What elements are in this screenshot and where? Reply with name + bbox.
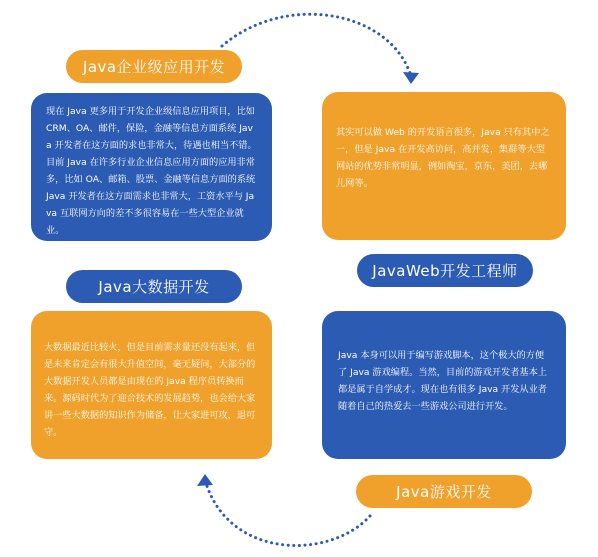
game-title-pill: [356, 475, 532, 508]
web-title-pill: [357, 254, 533, 287]
game-text: Java 本身可以用于编写游戏脚本，这个极大的方便了 Java 游戏编程。当然，目前的游戏开发者基本上都是属于自学成才。现在也有很多 Java 开发从业者随着自己的热爱去一些游戏公司进行开发。: [338, 350, 547, 412]
enterprise-card: [31, 93, 272, 241]
bigdata-card: [31, 311, 272, 459]
bigdata-text: 大数据最近比较火，但是目前需求量还没有起来，但是未来肯定会有很大升值空间，毫无疑问，大部分的大数据开发人员都是由现在的 Java 程序员转换而来。源码时代为了迎合技术的发展趋势，也会给大家讲一些大数据的知识作为储备，让大家进可攻，退可守。: [44, 342, 256, 438]
bottom-dotted-arrow: [205, 480, 370, 545]
web-card: [322, 92, 566, 240]
game-card: [322, 311, 566, 459]
bottom-arrowhead-icon: [197, 474, 213, 486]
web-title: JavaWeb开发工程师: [372, 262, 518, 280]
enterprise-text: 现在 Java 更多用于开发企业级信息应用项目，比如 CRM、OA、邮件，保险，金融等信息方面系统 Java 开发者在这方面的求也非常大，待遇也相当不错。目前 Java 在许多行业企业信息应用方面的应用非常多，比如 OA、邮箱、股票、金融等信息方面的系统 Java 开发者在这方面需求也非常大，工资水平与 Java 互联网方向的差不多很容易在一些大型企业就业。: [46, 106, 257, 236]
enterprise-title: Java企业级应用开发: [82, 58, 226, 76]
bigdata-title-pill: [66, 270, 242, 303]
game-title: Java游戏开发: [396, 483, 492, 501]
bigdata-title: Java大数据开发: [98, 278, 210, 296]
top-dotted-arrow: [222, 14, 411, 76]
enterprise-title-pill: [66, 50, 242, 83]
web-text: 其实可以做 Web 的开发语言很多，Java 只有其中之一，但是 Java 在开发高访问，高并发，集群等大型网站的优势非常明显，例如淘宝，京东，美团，去哪儿网等。: [336, 127, 550, 189]
top-arrowhead-icon: [403, 72, 419, 84]
